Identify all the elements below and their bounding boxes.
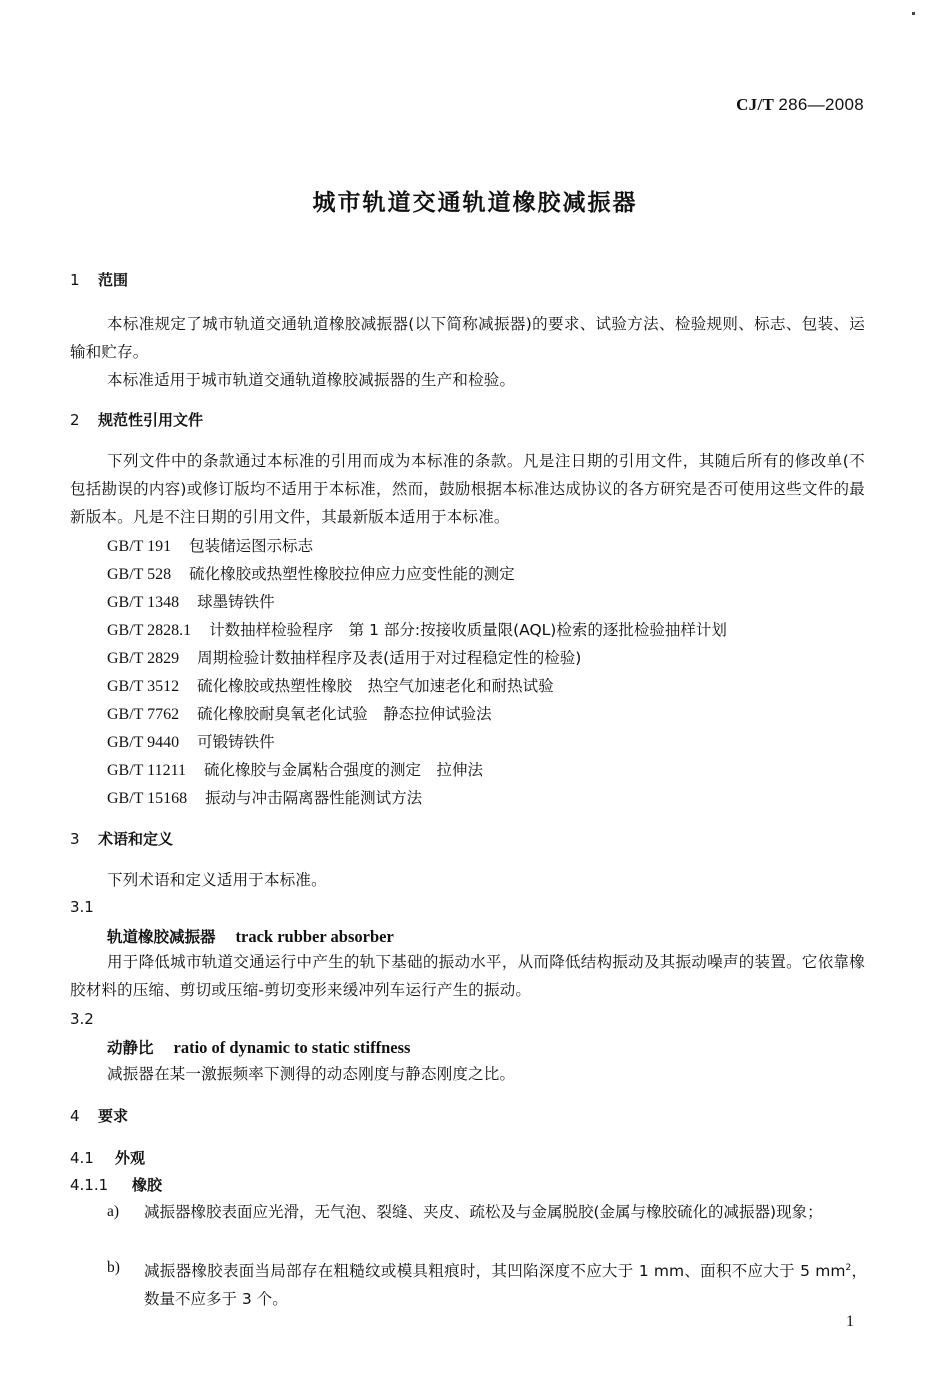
subsection-number: 4.1 [70, 1149, 94, 1167]
standard-prefix: CJ/T [736, 95, 774, 114]
list-marker: b) [107, 1259, 120, 1276]
subsection-number: 4.1.1 [70, 1176, 109, 1194]
reference-item [107, 618, 727, 640]
reference-code: GB/T 528 [107, 566, 172, 583]
section-title: 术语和定义 [98, 830, 174, 848]
term-zh: 轨道橡胶减振器 [107, 928, 216, 946]
clause-number: 3.1 [70, 898, 94, 916]
reference-code: GB/T 191 [107, 538, 172, 555]
term-en: ratio of dynamic to static stiffness [173, 1038, 411, 1057]
section-title: 规范性引用文件 [98, 411, 204, 429]
list-item-text-tail: ，数量不应多于 3 个。 [144, 1262, 867, 1308]
reference-title: 硫化橡胶耐臭氧老化试验 静态拉伸试验法 [197, 705, 492, 723]
terms-intro: 下列术语和定义适用于本标准。 [107, 871, 327, 889]
superscript: 2 [845, 1263, 852, 1273]
reference-code: GB/T 15168 [107, 790, 188, 807]
subsection-title: 外观 [115, 1149, 146, 1167]
subsection-heading-4-1-1 [70, 1174, 162, 1195]
reference-item [107, 786, 422, 808]
scope-paragraph-2: 本标准适用于城市轨道交通轨道橡胶减振器的生产和检验。 [107, 371, 516, 389]
reference-code: GB/T 1348 [107, 594, 180, 611]
scan-artifact-mark [912, 12, 915, 15]
reference-item [107, 590, 275, 612]
section-heading-2 [70, 409, 203, 430]
term-heading [107, 925, 394, 947]
reference-title: 计数抽样检验程序 第 1 部分:按接收质量限(AQL)检索的逐批检验抽样计划 [209, 621, 727, 639]
scope-paragraph-1: 本标准规定了城市轨道交通轨道橡胶减振器(以下简称减振器)的要求、试验方法、检验规则、标志、包装、运输和贮存。 [70, 315, 865, 361]
reference-title: 硫化橡胶或热塑性橡胶拉伸应力应变性能的测定 [189, 565, 515, 583]
section-heading-4 [70, 1105, 128, 1126]
reference-title: 周期检验计数抽样程序及表(适用于对过程稳定性的检验) [197, 649, 582, 667]
reference-code: GB/T 11211 [107, 762, 186, 779]
standard-code [736, 95, 864, 115]
section-title: 范围 [98, 271, 129, 289]
reference-code: GB/T 2828.1 [107, 622, 192, 639]
term-definition: 用于降低城市轨道交通运行中产生的轨下基础的振动水平，从而降低结构振动及其振动噪声的装置。它依靠橡胶材料的压缩、剪切或压缩-剪切变形来缓冲列车运行产生的振动。 [70, 953, 865, 999]
reference-item [107, 730, 275, 752]
clause-number: 3.2 [70, 1010, 94, 1028]
list-marker: a) [107, 1203, 120, 1220]
reference-code: GB/T 2829 [107, 650, 180, 667]
section-heading-3 [70, 828, 173, 849]
section-heading-1 [70, 269, 128, 290]
reference-item [107, 674, 554, 696]
term-definition: 减振器在某一激振频率下测得的动态刚度与静态刚度之比。 [107, 1065, 516, 1083]
section-number: 2 [70, 411, 80, 429]
reference-code: GB/T 9440 [107, 734, 180, 751]
reference-title: 球墨铸铁件 [197, 593, 275, 611]
reference-item [107, 646, 581, 668]
section-number: 4 [70, 1107, 80, 1125]
term-zh: 动静比 [107, 1039, 154, 1057]
list-item-a [107, 1198, 867, 1226]
term-en: track rubber absorber [235, 927, 394, 946]
references-intro: 下列文件中的条款通过本标准的引用而成为本标准的条款。凡是注日期的引用文件，其随后所有的修改单(不包括勘误的内容)或修订版均不适用于本标准，然而，鼓励根据本标准达成协议的各方研究是否可使用这些文件的最新版本。凡是不注日期的引用文件，其最新版本适用于本标准。 [70, 452, 865, 526]
term-heading [107, 1036, 410, 1058]
reference-title: 包装储运图示标志 [189, 537, 314, 555]
subsection-heading-4-1 [70, 1147, 145, 1168]
list-item-b [107, 1254, 867, 1313]
reference-title: 振动与冲击隔离器性能测试方法 [205, 789, 423, 807]
reference-code: GB/T 7762 [107, 706, 180, 723]
document-title: 城市轨道交通轨道橡胶减振器 [312, 190, 638, 216]
reference-item [107, 534, 313, 556]
list-item-text: 减振器橡胶表面当局部存在粗糙纹或模具粗痕时，其凹陷深度不应大于 1 mm、面积不应大于 5 mm [144, 1262, 846, 1280]
reference-item [107, 562, 515, 584]
section-number: 3 [70, 830, 80, 848]
page-number: 1 [846, 1313, 854, 1330]
list-item-text: 减振器橡胶表面应光滑，无气泡、裂缝、夹皮、疏松及与金属脱胶(金属与橡胶硫化的减振器)现象； [144, 1203, 823, 1221]
reference-title: 硫化橡胶与金属粘合强度的测定 拉伸法 [203, 761, 483, 779]
section-number: 1 [70, 271, 80, 289]
reference-code: GB/T 3512 [107, 678, 180, 695]
subsection-title: 橡胶 [132, 1176, 163, 1194]
reference-item [107, 758, 483, 780]
standard-number: 286—2008 [778, 95, 864, 114]
reference-title: 硫化橡胶或热塑性橡胶 热空气加速老化和耐热试验 [197, 677, 554, 695]
reference-title: 可锻铸铁件 [197, 733, 275, 751]
reference-item [107, 702, 492, 724]
section-title: 要求 [98, 1107, 129, 1125]
